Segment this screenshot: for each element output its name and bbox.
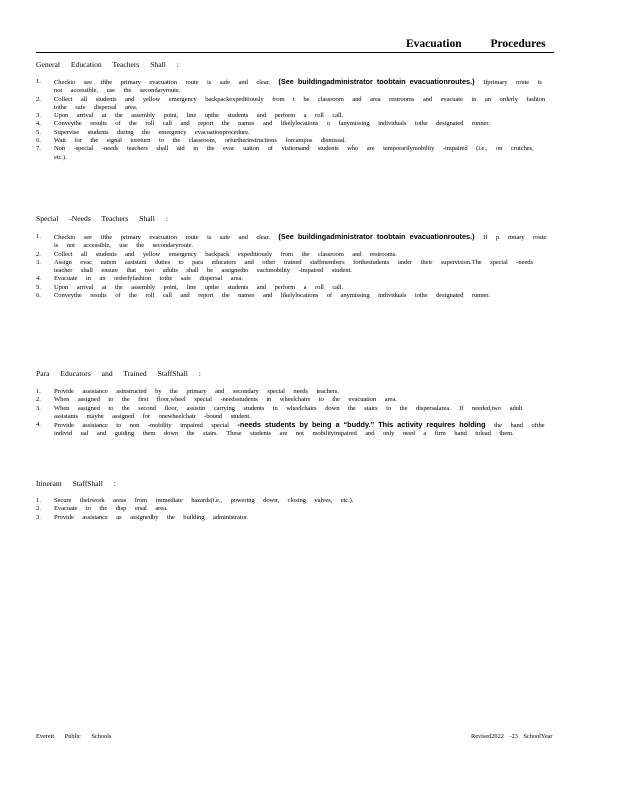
list-item	[36, 112, 554, 120]
para-educators-list	[36, 388, 554, 439]
list-item	[36, 120, 554, 128]
section-heading-general-education: General Education Teachers Shall :	[36, 60, 179, 69]
list-item	[36, 284, 554, 292]
item-number: 3.	[36, 404, 41, 412]
item-text: Wait for the signal toreturn to the classroom, orfurtherinstructions forcampus dismissal.	[54, 137, 347, 145]
list-item	[36, 259, 554, 276]
footer-district-name: Everett Public Schools	[36, 733, 112, 740]
item-number: 2.	[36, 396, 41, 404]
item-number: 4.	[36, 120, 41, 128]
item-number: 6.	[36, 292, 41, 300]
general-education-list	[36, 78, 554, 162]
list-item	[36, 514, 554, 522]
item-text: Evacuate in an orderlyfashion tothe safe dispersal area.	[54, 275, 243, 283]
item-number: 1.	[36, 388, 41, 395]
title-underline	[36, 52, 554, 53]
list-item	[36, 505, 554, 513]
item-number: 5.	[36, 128, 41, 136]
item-text-after: If p rimary route is not accessible, use the secondaryroute.	[54, 234, 547, 250]
item-text: Collect all students and yellow emergency backpack expeditiously from the classroom and restrooms.	[54, 250, 397, 258]
item-text: Evacuate to the disp ersal area.	[54, 505, 168, 513]
item-text: Provide assistance to non -mobility impaired special	[54, 422, 229, 430]
item-number: 3.	[36, 258, 41, 266]
list-item	[36, 497, 554, 505]
special-needs-list	[36, 233, 554, 300]
item-bold-text: -needs students by being a “buddy.” This activity requires holding	[237, 420, 486, 430]
item-number: 2.	[36, 95, 41, 103]
section-heading-itinerant-staff: Itinerant StaffShall :	[36, 479, 116, 488]
item-bold-text: (See buildingadministrator toobtain evacuationroutes.)	[278, 77, 475, 86]
list-item	[36, 251, 554, 259]
item-text: Supervise students during the emergency evacuationprocedure.	[54, 128, 250, 136]
itinerant-staff-list	[36, 497, 554, 522]
list-item	[36, 396, 554, 404]
list-item	[36, 421, 554, 439]
item-number: 1.	[36, 78, 41, 85]
footer-revision: Revised2022 -23 SchoolYear	[471, 733, 553, 740]
list-item	[36, 137, 554, 145]
list-item	[36, 405, 554, 422]
item-text: Checkto see ifthe primary evacuation route is safe and clear.	[54, 79, 270, 86]
list-item	[36, 275, 554, 283]
item-text: Conveythe results of the roll call and report the names and likelylocations of anymissing individuals tothe designated runner.	[54, 292, 490, 300]
item-number: 4.	[36, 421, 41, 429]
item-number: 2.	[36, 505, 41, 513]
item-text: Provide assistance as assignedby the building administrator.	[54, 513, 249, 521]
item-number: 1.	[36, 233, 41, 240]
item-number: 1.	[36, 497, 41, 504]
item-text: When assigned to the first floor,wheel special -needsstudents in wheelchairs to the evacuation area.	[54, 396, 397, 404]
list-item	[36, 388, 554, 396]
section-heading-special-needs: Special -Needs Teachers Shall :	[36, 214, 168, 223]
section-heading-para-educators: Para Educators and Trained StaffShall :	[36, 369, 201, 378]
list-item	[36, 78, 554, 96]
item-number: 4.	[36, 275, 41, 283]
item-number: 3.	[36, 112, 41, 120]
item-text: Conveythe results of the roll call and report the names and likelylocations o fanymissing individuals tothe designated runner.	[54, 120, 490, 128]
item-text-after: the hand ofthe individ ual and guiding them down the stairs. These students are not mobilityimpaired and only need a firm hand tolead them.	[54, 422, 545, 438]
item-number: 3.	[36, 513, 41, 521]
item-text: Checkto see ifthe primary evacuation route is safe and clear.	[54, 234, 270, 241]
item-number: 5.	[36, 283, 41, 291]
item-text: Upon arrival at the assembly point, line upthe students and perform a roll call.	[54, 112, 344, 120]
item-text: Assign evac uation assistant duties to para educators and other trained staffmembers forthestudents under their supervision.The special -needs teacher shall ensure that two adults shall be assignedto eachmobility -impaired student.	[54, 258, 533, 275]
list-item	[36, 233, 554, 251]
page-title: Evacuation Procedures	[406, 38, 546, 50]
list-item	[36, 129, 554, 137]
item-number: 7.	[36, 145, 41, 153]
item-number: 6.	[36, 137, 41, 145]
item-text: Non -special -needs teachers shall aid in the evac uation of visitorsand students who are temporarilymobility -impaired (i.e., on crutches, etc.).	[54, 145, 534, 161]
item-number: 2.	[36, 250, 41, 258]
list-item	[36, 145, 554, 162]
item-text: When assigned to the second floor, assistin carrying students in wheelchairs down the stairs to the dispersalarea. If needed,two adult assistants maybe assigned for onewheelchair -bound student.	[54, 404, 523, 420]
list-item	[36, 292, 554, 300]
item-text-after: Ifprimary route is not accessible, use the secondaryroute.	[54, 79, 542, 95]
list-item	[36, 96, 554, 113]
item-text: Secure theirwork areas from immediate hazards(i.e., powering down, closing valves, etc.).	[54, 497, 354, 504]
item-text: Provide assistance asinstructed by the primary and secondary special needs teachers.	[54, 388, 339, 395]
item-text: Collect all students and yellow emergency backpackexpeditiously from t he classroom and area restrooms and evacuate in an orderly fashion tothe safe dispersal area.	[54, 95, 546, 111]
item-bold-text: (See buildingadministrator toobtain evacuationroutes.)	[278, 232, 475, 241]
item-text: Upon arrival at the assembly point, line upthe students and perform a roll call.	[54, 283, 344, 291]
